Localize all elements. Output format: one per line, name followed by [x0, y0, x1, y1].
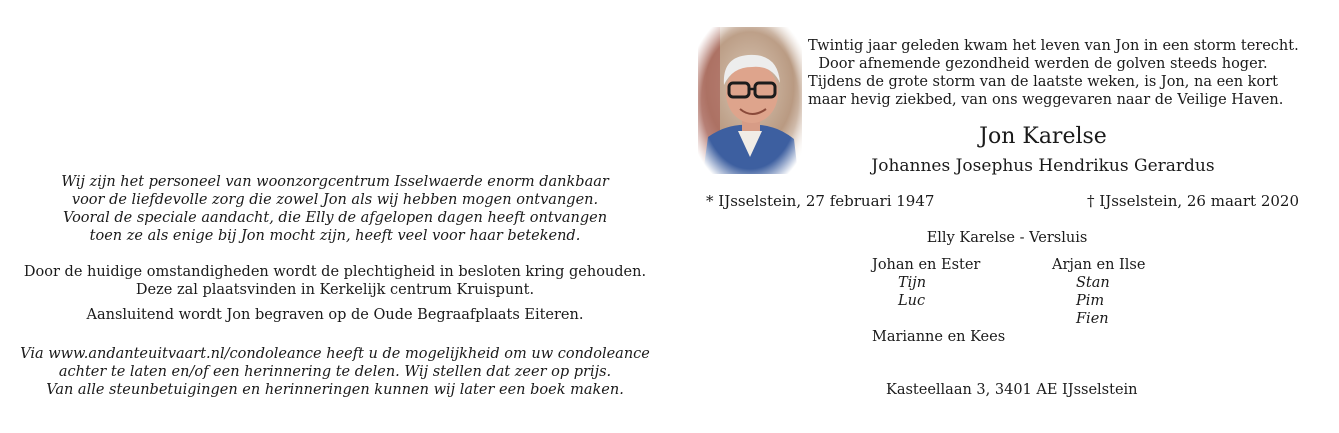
- poem-line: Tijdens de grote storm van de laatste weken, is Jon, na een kort: [808, 74, 1278, 90]
- burial-paragraph: [0, 306, 670, 324]
- poem-line: maar hevig ziekbed, van ons weggevaren naar de Veilige Haven.: [808, 92, 1284, 108]
- spouse-name: Elly Karelse - Versluis: [926, 230, 1088, 246]
- poem-line: Twintig jaar geleden kwam het leven van Jon in een storm terecht.: [808, 38, 1299, 54]
- family-arjan: [1052, 256, 1145, 328]
- ceremony-line: Door de huidige omstandigheden wordt de plechtigheid in besloten kring gehouden.: [23, 264, 647, 280]
- ceremony-line: Deze zal plaatsvinden in Kerkelijk centrum Kruispunt.: [135, 282, 535, 298]
- burial-line: Aansluitend wordt Jon begraven op de Oude Begraafplaats Eiteren.: [86, 307, 584, 323]
- address: Kasteellaan 3, 3401 AE IJsselstein: [886, 382, 1138, 398]
- deceased-name: Jon Karelse: [979, 124, 1107, 149]
- family-parents: Johan en Ester: [872, 257, 981, 273]
- condolence-line: achter te laten en/of een herinnering te delen. Wij stellen dat zeer op prijs.: [58, 364, 612, 380]
- thanks-line: Vooral de speciale aandacht, die Elly de afgelopen dagen heeft ontvangen: [62, 210, 608, 226]
- thanks-line: Wij zijn het personeel van woonzorgcentrum Isselwaerde enorm dankbaar: [61, 174, 609, 190]
- family-johan: [872, 256, 980, 310]
- condolence-paragraph: [0, 345, 670, 399]
- family-child: Tijn: [898, 275, 927, 291]
- ceremony-paragraph: [0, 263, 670, 299]
- condolence-line: Via www.andanteuitvaart.nl/condoleance heeft u de mogelijkheid om uw condoleance: [20, 346, 650, 362]
- family-marianne: Marianne en Kees: [872, 329, 1006, 345]
- deceased-full-name: Johannes Josephus Hendrikus Gerardus: [871, 156, 1215, 176]
- thanks-line: voor de liefdevolle zorg die zowel Jon als wij hebben mogen ontvangen.: [71, 192, 599, 208]
- family-child: Luc: [898, 293, 926, 309]
- thanks-line: toen ze als enige bij Jon mocht zijn, heeft veel voor haar betekend.: [89, 228, 581, 244]
- family-child: Fien: [1076, 311, 1109, 327]
- condolence-line: Van alle steunbetuigingen en herinneringen kunnen wij later een boek maken.: [46, 382, 624, 398]
- poem: [808, 37, 1299, 109]
- family-child: Pim: [1076, 293, 1105, 309]
- portrait-photo-icon: [698, 27, 802, 174]
- family-child: Stan: [1076, 275, 1110, 291]
- portrait-photo: [698, 27, 802, 174]
- thanks-paragraph: [0, 173, 670, 245]
- poem-line: Door afnemende gezondheid werden de golven steeds hoger.: [818, 56, 1268, 72]
- birth-info: * IJsselstein, 27 februari 1947: [706, 192, 935, 210]
- death-info: † IJsselstein, 26 maart 2020: [1087, 192, 1299, 210]
- family-parents: Arjan en Ilse: [1052, 257, 1146, 273]
